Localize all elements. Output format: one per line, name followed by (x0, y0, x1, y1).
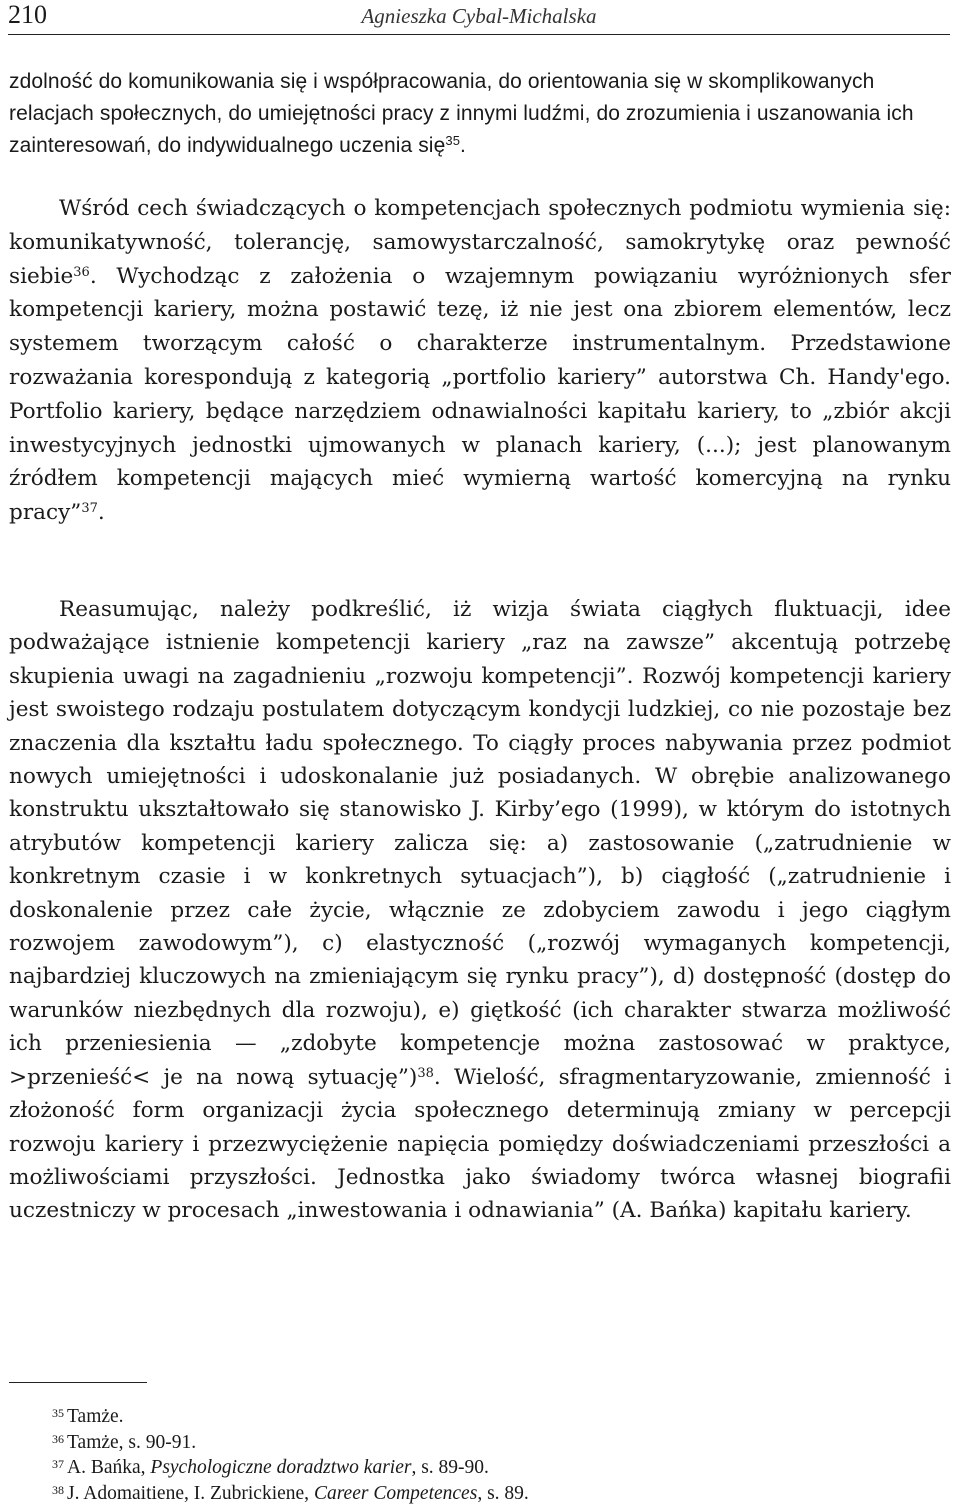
footnote-ref-35[interactable]: 35 (445, 133, 461, 148)
paragraph-2-text (9, 192, 951, 530)
footnote-text: Tamże, s. 90-91. (67, 1431, 197, 1453)
paragraph-1-body: zdolność do komunikowania się i współpracowania, do orientowania się w skomplikowanych relacjach społecznych, do umiejętności pracy z innymi ludźmi, do zrozumienia i uszanowania ich zainteresowań, do indywidualnego uczenia się (9, 70, 914, 157)
footnote-ref-36[interactable]: 36 (73, 264, 90, 280)
paragraph-3-body-b: . Wielość, sfragmentaryzowanie, zmienność i złożoność form organizacji życia społecznego determinują zmiany w percepcji rozwoju kariery i przezwyciężenie napięcia pomiędzy doświadczeniami przeszłości a możliwościami przyszłości. Jednostka jako świadomy twórca własnej biografii uczestniczy w procesach „inwestowania i odnawiania” (A. Bańka) kapitału kariery. (9, 1064, 951, 1224)
footnote-number: 36 (52, 1431, 64, 1446)
footnote-text: J. Adomaitiene, I. Zubrickiene, (67, 1482, 314, 1504)
paragraph-3-text (9, 593, 951, 1228)
paragraph-1-tail: . (460, 134, 466, 157)
footnote-title: Psychologiczne doradztwo karier (150, 1457, 412, 1478)
footnote-separator (9, 1382, 147, 1383)
paragraph-1 (9, 66, 951, 162)
page-header (8, 0, 950, 35)
footnote-35 (52, 1404, 932, 1430)
footnote-37 (52, 1455, 932, 1481)
paragraph-3 (9, 593, 951, 1228)
footnote-text: A. Bańka, (67, 1457, 151, 1478)
footnote-ref-37[interactable]: 37 (81, 501, 98, 517)
footnote-number: 37 (52, 1457, 64, 1471)
footnote-text-end: , s. 89. (477, 1482, 529, 1504)
paragraph-3-body-a: Reasumując, należy podkreślić, iż wizja świata ciągłych fluktuacji, idee podważające istnienie kompetencji kariery „raz na zawsze” akcentują potrzebę skupienia uwagi na zagadnieniu „rozwoju kompetencji”. Rozwój kompetencji kariery jest swoistego rodzaju postulatem dotyczącym kondycji ludzkiej, co nie pozostaje bez znaczenia dla kształtu ładu społecznego. To ciągły proces nabywania przez podmiot nowych umiejętności i udoskonalanie już posiadanych. W obrębie analizowanego konstruktu ukształtowało się stanowisko J. Kirby’ego (1999), w którym do istotnych atrybutów kompetencji kariery zalicza się: a) zastosowanie („zatrudnienie w konkretnym czasie i w konkretnych sytuacjach”), b) ciągłość („zatrudnienie i doskonalenie przez całe życie, włącznie ze zdobyciem zawodu i jego ciągłym rozwojem zawodowym”), c) elastyczność („rozwój wymaganych kompetencji, najbardziej kluczowych na zmieniającym się rynku pracy”), d) dostępność (dostęp do warunków niezbędnych dla rozwoju), e) giętkość (ich charakter stwarza możliwość ich przeniesienia — „zdobyte kompetencje można zastosować w praktyce, >przenieść< je na nową sytuację”) (9, 597, 951, 1090)
footnote-36 (52, 1430, 932, 1456)
paragraph-2-body-b: . Wychodząc z założenia o wzajemnym powiązaniu wyróżnionych sfer kompetencji kariery, można postawić tezę, iż nie jest ona zbiorem elementów, lecz systemem tworzącym całość o charakterze instrumentalnym. Przedstawione rozważania korespondują z kategorią „portfolio kariery” autorstwa Ch. Handy'ego. Portfolio kariery, będące narzędziem odnawialności kapitału kariery, to „zbiór akcji inwestycyjnych jednostki ujmowanych w planach kariery, (...); jest planowanym źródłem kompetencji mających mieć wymierną wartość komercyjną na rynku pracy” (9, 263, 951, 526)
paragraph-1-text (9, 66, 951, 162)
footnote-number: 35 (52, 1406, 64, 1420)
footnote-number: 38 (52, 1482, 64, 1497)
footnote-ref-38[interactable]: 38 (417, 1065, 434, 1081)
footnotes (52, 1404, 932, 1506)
page-number: 210 (8, 0, 47, 29)
footnote-text-end: , s. 89-90. (411, 1457, 489, 1478)
footnote-text: Tamże. (67, 1406, 124, 1427)
footnote-title: Career Competences (313, 1482, 478, 1504)
paragraph-2 (9, 192, 951, 530)
paragraph-2-body-a: Wśród cech świadczących o kompetencjach społecznych podmiotu wymienia się: komunikatywność, tolerancję, samowystarczalność, samokrytykę oraz pewność siebie (9, 196, 951, 289)
paragraph-2-tail: . (97, 500, 105, 526)
footnote-38 (52, 1481, 932, 1507)
running-head-author: Agnieszka Cybal-Michalska (361, 4, 597, 28)
